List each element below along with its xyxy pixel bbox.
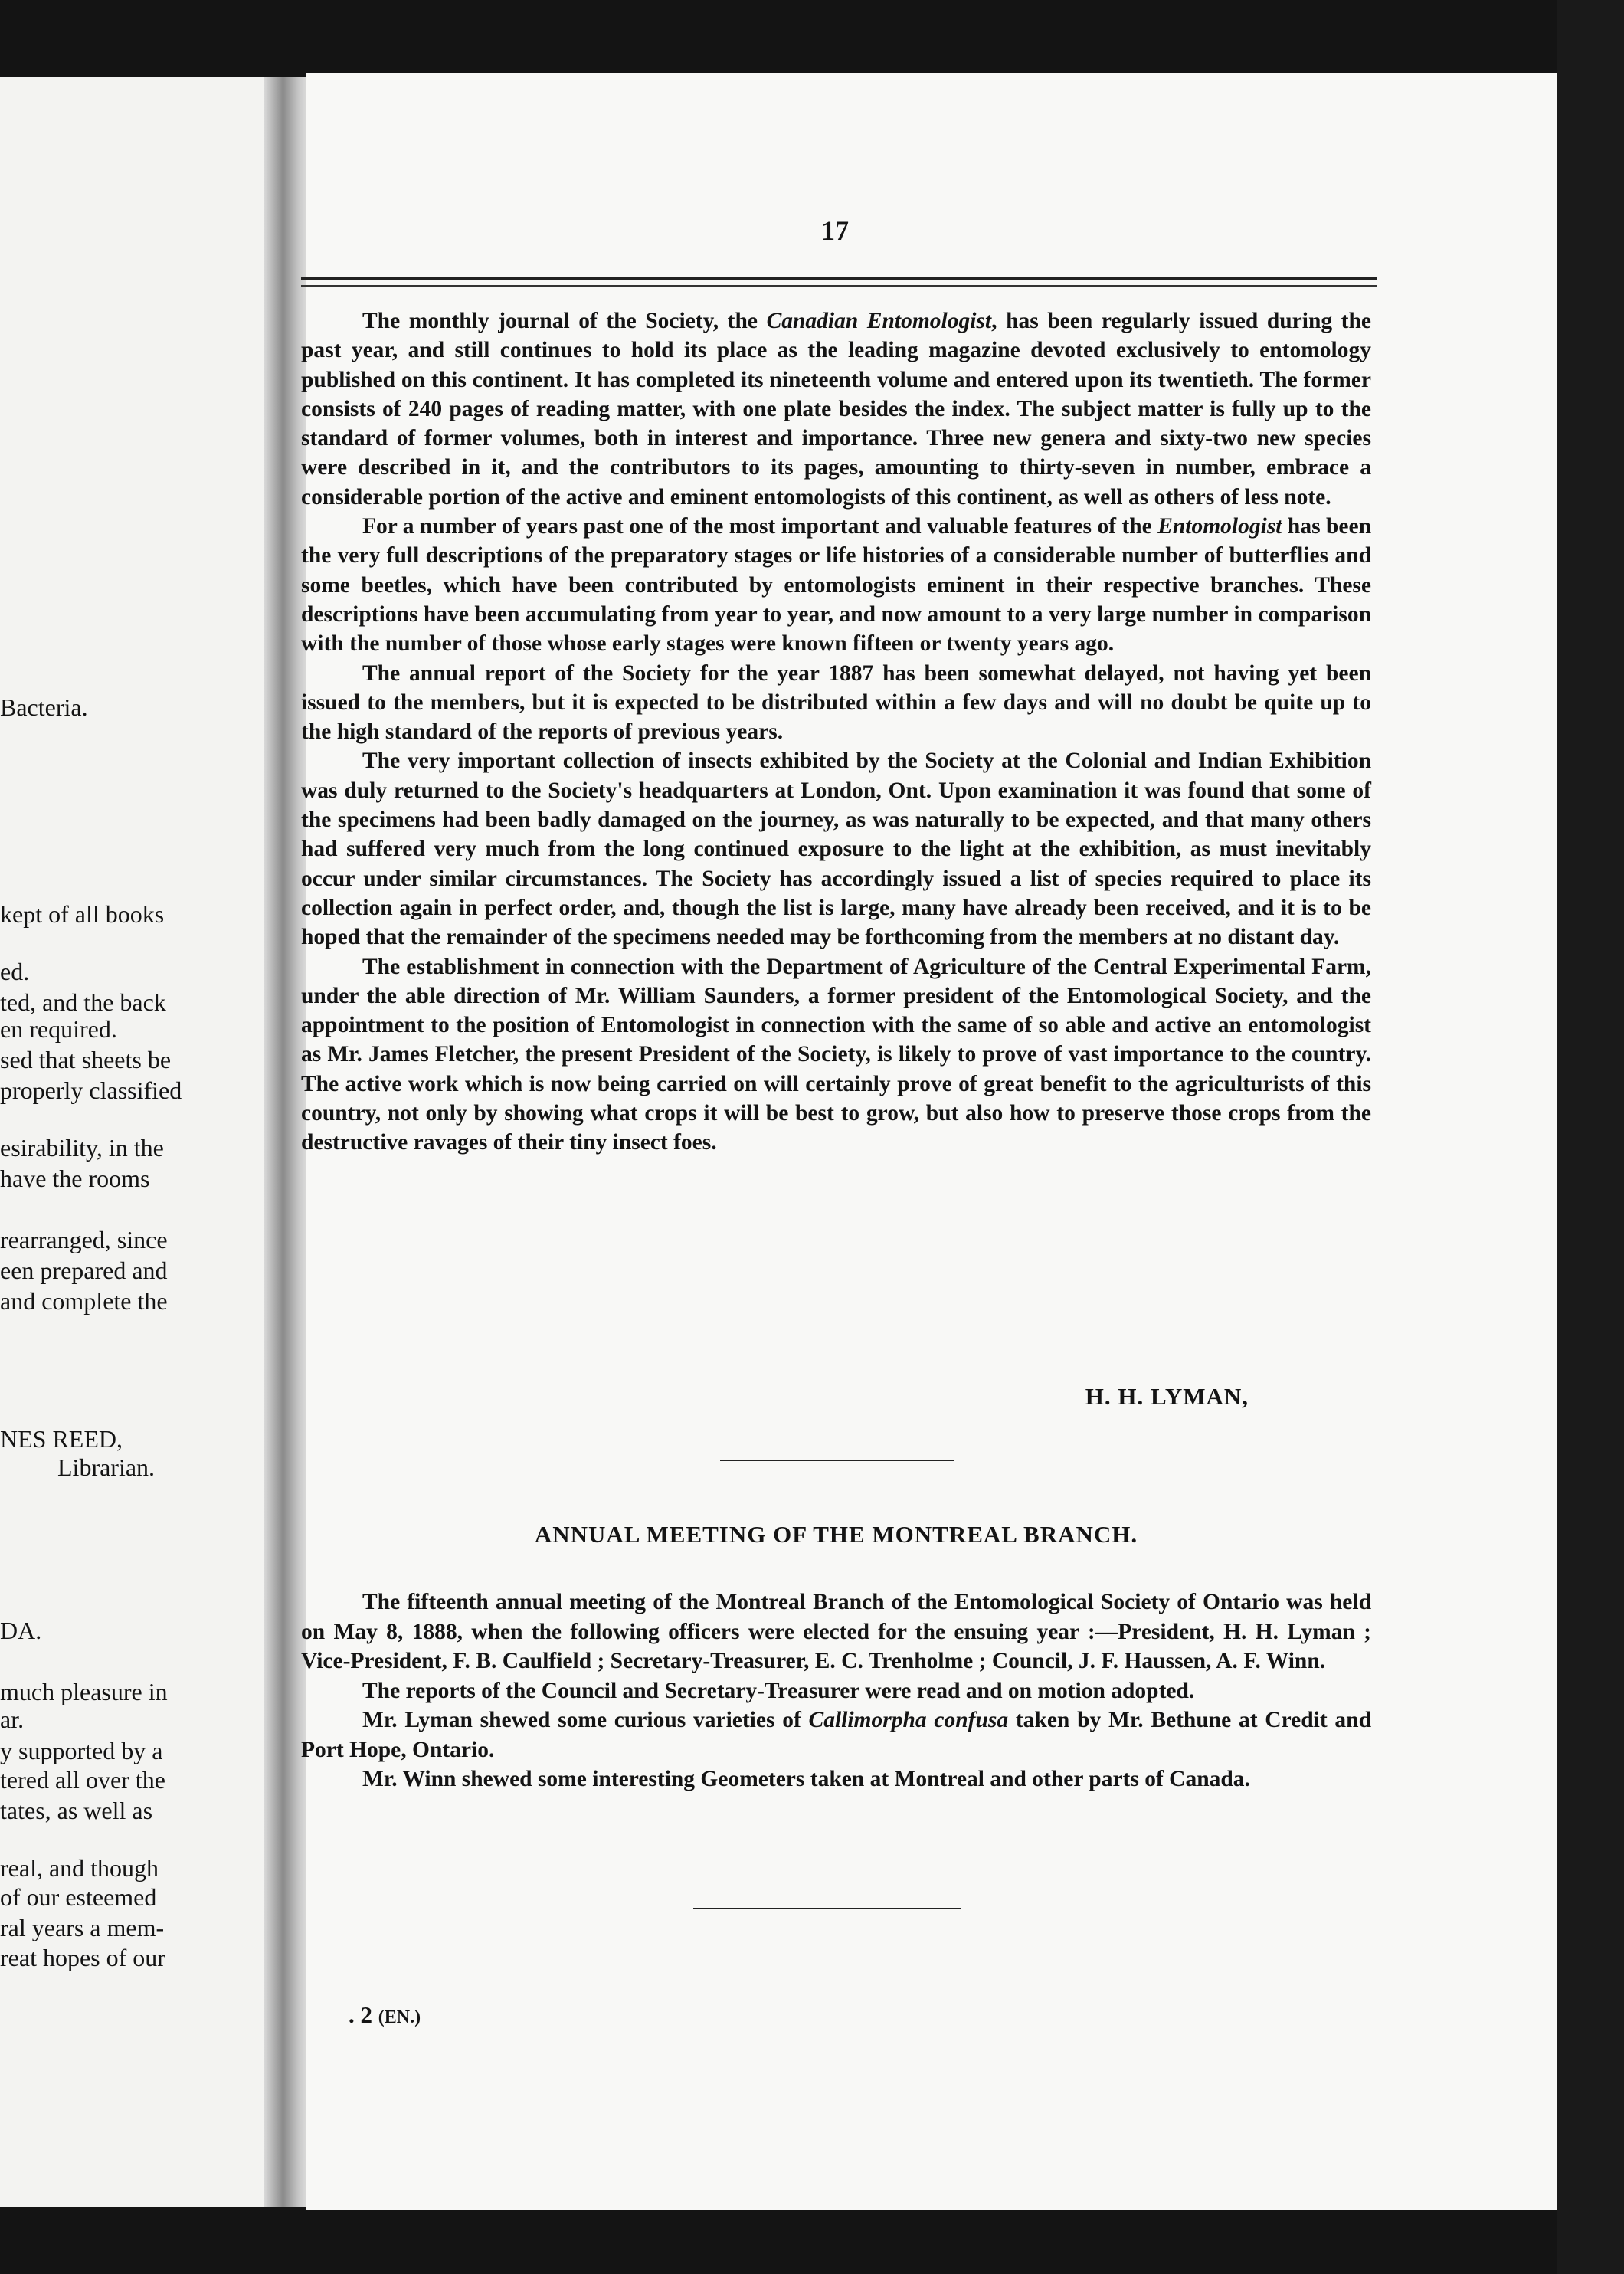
facing-page-line: tered all over the xyxy=(0,1766,165,1794)
facing-page-line: sed that sheets be xyxy=(0,1046,172,1073)
facing-page-line: ed. xyxy=(0,958,30,985)
signature-mark xyxy=(349,2001,421,2029)
paragraph-text: The fifteenth annual meeting of the Montreal Branch of the Entomological Society of Ontario was held on May 8, 1888, when the following officers were elected for the ensuing year :—President, H. H. Lyman ; Vice-President, F. B. Caulfield ; Secretary-Treasurer, E. C. Trenholme ; Council, J. F. Haussen, A. F. Winn. xyxy=(301,1590,1371,1673)
paragraph-text: has been the very full descriptions of the preparatory stages or life histories of a considerable number of butterflies and some beetles, which have been contributed by entomologists eminent in their respective branches. These descriptions have been accumulating from year to year, and now amount to a very large number in comparison with the number of those whose early stages were known fifteen or twenty years ago. xyxy=(301,514,1371,657)
paragraph-text: Mr. Lyman shewed some curious varieties of xyxy=(362,1708,809,1732)
section-divider xyxy=(720,1460,954,1461)
facing-page-line: have the rooms xyxy=(0,1165,150,1192)
paragraph-text: The establishment in connection with the Department of Agriculture of the Central Experimental Farm, under the able direction of Mr. William Saunders, a former president of the Entomological Society, and the appointment to the position of Entomologist in connection with the same of so able and active an entomologist as Mr. James Fletcher, the present President of the Society, is likely to prove of vast importance to the country. The active work which is now being carried on will certainly prove of great benefit to the agriculturists of this country, not only by showing what crops it will be best to grow, but also how to preserve those crops from the destructive ravages of their tiny insect foes. xyxy=(301,954,1371,1155)
italic-title: Callimorpha confusa xyxy=(808,1708,1009,1732)
meeting-paragraph xyxy=(301,1676,1371,1706)
closing-divider xyxy=(693,1908,961,1909)
facing-page-line: kept of all books xyxy=(0,900,165,928)
facing-page-line: much pleasure in xyxy=(0,1678,168,1705)
paragraph-text: , has been regularly issued during the past year, and still continues to hold its place as the leading magazine devoted exclusively to entomology published on this continent. It has completed its nineteenth volume and entered upon its twentieth. The former consists of 240 pages of reading matter, with one plate besides the index. The subject matter is fully up to the standard of former volumes, both in interest and importance. Three new genera and sixty-two new species were described in it, and the contributors to its pages, amounting to thirty-seven in number, embrace a considerable portion of the active and eminent entomologists of this continent, as well as others of less note. xyxy=(301,309,1371,510)
facing-page-line: properly classified xyxy=(0,1076,182,1104)
facing-page-line: of our esteemed xyxy=(0,1883,157,1911)
facing-page-line: real, and though xyxy=(0,1854,159,1882)
italic-title: Entomologist xyxy=(1157,514,1282,539)
facing-page-line: ar. xyxy=(0,1705,25,1733)
facing-page-line: DA. xyxy=(0,1617,42,1644)
facing-page-line: NES REED, xyxy=(0,1425,123,1453)
paragraph-text: taken by Mr. Bethune at Credit and Port Hope, Ontario. xyxy=(301,1708,1371,1762)
facing-page-fragment xyxy=(0,77,276,2207)
facing-page-line: een prepared and xyxy=(0,1257,168,1284)
report-paragraph xyxy=(301,512,1371,658)
page-number: 17 xyxy=(821,215,849,246)
paragraph-text: For a number of years past one of the most important and valuable features of the xyxy=(362,514,1158,539)
meeting-paragraph xyxy=(301,1705,1371,1764)
scan-border xyxy=(1557,0,1624,2274)
paragraph-text: The reports of the Council and Secretary-Treasurer were read and on motion adopted. xyxy=(362,1678,1195,1703)
signature-number: . 2 xyxy=(349,2001,372,2028)
italic-title: Canadian Entomologist xyxy=(766,309,992,333)
report-paragraph xyxy=(301,306,1371,512)
facing-page-line: rearranged, since xyxy=(0,1226,168,1253)
facing-page-line: and complete the xyxy=(0,1287,168,1315)
paragraph-text: The annual report of the Society for the year 1887 has been somewhat delayed, not having yet been issued to the members, but it is expected to be distributed within a few days and will no doubt be quite up to the high standard of the reports of previous years. xyxy=(301,660,1371,745)
facing-page-line: ted, and the back xyxy=(0,988,166,1016)
facing-page-line: tates, as well as xyxy=(0,1797,153,1824)
report-body xyxy=(301,306,1371,1158)
signature-abbr: (EN.) xyxy=(378,2007,421,2027)
report-paragraph xyxy=(301,659,1371,747)
paragraph-text: The very important collection of insects exhibited by the Society at the Colonial and Indian Exhibition was duly returned to the Society's headquarters at London, Ont. Upon examination it was found that some of the specimens had been badly damaged on the journey, as was naturally to be expected, and that many others had suffered very much from the long continued exposure to the light at the exhibition, as must inevitably occur under similar circumstances. The Society has accordingly issued a list of species required to place its collection again in perfect order, and, though the list is large, many have already been received, and it is to be hoped that the remainder of the specimens needed may be forthcoming from the members at no distant day. xyxy=(301,749,1371,950)
header-rule xyxy=(301,277,1377,280)
report-paragraph xyxy=(301,952,1371,1158)
section-title: ANNUAL MEETING OF THE MONTREAL BRANCH. xyxy=(534,1521,1138,1548)
paragraph-text: Mr. Winn shewed some interesting Geometers taken at Montreal and other parts of Canada. xyxy=(362,1767,1250,1791)
meeting-paragraph xyxy=(301,1588,1371,1676)
facing-page-line: en required. xyxy=(0,1015,117,1043)
facing-page-line: reat hopes of our xyxy=(0,1944,165,1971)
facing-page-line: y supported by a xyxy=(0,1737,163,1764)
meeting-paragraph xyxy=(301,1764,1371,1794)
facing-page-line: esirability, in the xyxy=(0,1134,164,1162)
header-rule-thin xyxy=(301,285,1377,287)
facing-page-line: Bacteria. xyxy=(0,693,88,721)
report-paragraph xyxy=(301,746,1371,952)
facing-page-line: ral years a mem- xyxy=(0,1914,165,1941)
meeting-body xyxy=(301,1588,1371,1794)
facing-page-line: Librarian. xyxy=(57,1453,156,1481)
signature: H. H. LYMAN, xyxy=(1085,1383,1249,1410)
paragraph-text: The monthly journal of the Society, the xyxy=(362,309,767,333)
